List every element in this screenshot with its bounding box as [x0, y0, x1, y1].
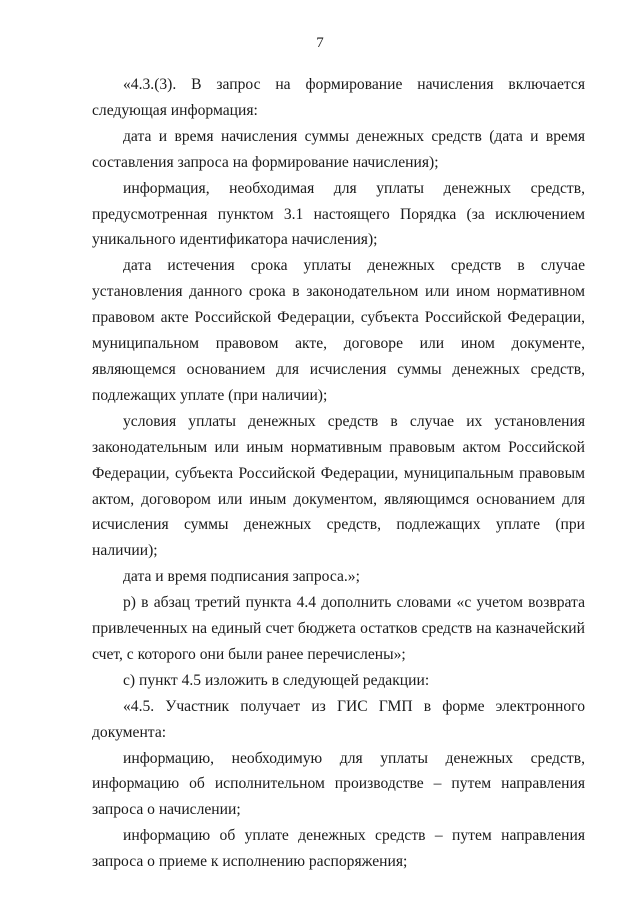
- document-body: [92, 72, 585, 875]
- paragraph-payment-information: информацию, необходимую для уплаты денежных средств, информацию об исполнительном производстве – путем направления запроса о начислении;: [92, 749, 585, 819]
- paragraph-conditions: условия уплаты денежных средств в случае их установления законодательным или иным нормативным правовым актом Российской Федерации, субъекта Российской Федерации, муниципальным правовым актом, договором или иным документом, являющимся основанием для исчисления суммы денежных средств, подлежащих уплате (при наличии);: [92, 412, 585, 560]
- paragraph-deadline: дата истечения срока уплаты денежных средств в случае установления данного срока в законодательном или ином нормативном правовом акте Российской Федерации, субъекта Российской Федерации, муниципальном правовом акте, договоре или ином документе, являющемся основанием для исчисления суммы денежных средств, подлежащих уплате (при наличии);: [92, 257, 585, 404]
- paragraph-item-r: р) в абзац третий пункта 4.4 дополнить словами «с учетом возврата привлеченных на единый счет бюджета остатков средств на казначейский счет, с которого они были ранее перечислены»;: [92, 594, 585, 663]
- paragraph-date-time: дата и время начисления суммы денежных средств (дата и время составления запроса на формирование начисления);: [92, 127, 585, 171]
- paragraph-item-s: с) пункт 4.5 изложить в следующей редакции:: [123, 671, 430, 689]
- paragraph-payment-info: информация, необходимая для уплаты денежных средств, предусмотренная пунктом 3.1 настоящего Порядка (за исключением уникального идентификатора начисления);: [92, 179, 585, 249]
- page-number: 7: [316, 35, 324, 51]
- paragraph-intro: «4.3.(3). В запрос на формирование начисления включается следующая информация:: [92, 76, 585, 119]
- paragraph-payment-order: информацию об уплате денежных средств – путем направления запроса о приеме к исполнению распоряжения;: [92, 827, 585, 871]
- paragraph-4-5: «4.5. Участник получает из ГИС ГМП в форме электронного документа:: [92, 697, 585, 741]
- paragraph-signing-date: дата и время подписания запроса.»;: [123, 568, 360, 586]
